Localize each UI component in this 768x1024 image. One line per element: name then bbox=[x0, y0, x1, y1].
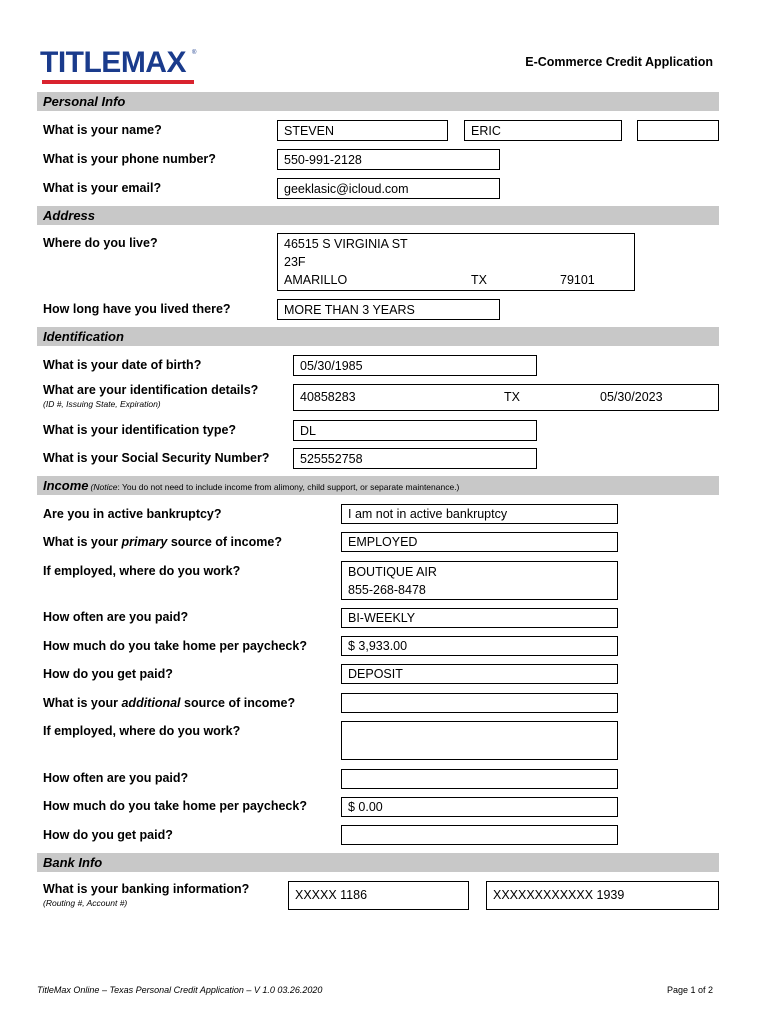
section-income: Income (Notice: You do not need to include income from alimony, child support, or separate maintenance.) bbox=[37, 476, 719, 495]
document-title: E-Commerce Credit Application bbox=[525, 55, 713, 69]
employer-phone-value: 855-268-8478 bbox=[348, 583, 426, 597]
section-identification: Identification bbox=[37, 327, 719, 346]
ssn-field[interactable]: 525552758 bbox=[293, 448, 537, 469]
bankruptcy-field[interactable]: I am not in active bankruptcy bbox=[341, 504, 618, 524]
address-field[interactable] bbox=[277, 233, 635, 291]
additional-income-label: What is your additional source of income? bbox=[43, 696, 296, 710]
pay-method-label: How do you get paid? bbox=[43, 667, 173, 681]
employer-field[interactable] bbox=[341, 561, 618, 600]
pay-method-field[interactable]: DEPOSIT bbox=[341, 664, 618, 684]
paycheck-label: How much do you take home per paycheck? bbox=[43, 639, 307, 653]
id-state-value: TX bbox=[504, 390, 520, 404]
dob-field[interactable]: 05/30/1985 bbox=[293, 355, 537, 376]
pay-frequency2-field[interactable] bbox=[341, 769, 618, 789]
state-value: TX bbox=[471, 273, 487, 287]
routing-number-field[interactable]: XXXXX 1186 bbox=[288, 881, 469, 910]
pay-frequency-label: How often are you paid? bbox=[43, 610, 189, 624]
paycheck-field[interactable]: $ 3,933.00 bbox=[341, 636, 618, 656]
phone-field[interactable]: 550-991-2128 bbox=[277, 149, 500, 170]
pay-method2-field[interactable] bbox=[341, 825, 618, 845]
primary-income-label: What is your primary source of income? bbox=[43, 535, 282, 549]
street-value: 46515 S VIRGINIA ST bbox=[284, 237, 408, 251]
section-personal-info: Personal Info bbox=[37, 92, 719, 111]
paycheck2-label: How much do you take home per paycheck? bbox=[43, 799, 307, 813]
employer-name-value: BOUTIQUE AIR bbox=[348, 565, 437, 579]
id-type-label: What is your identification type? bbox=[43, 423, 237, 437]
phone-label: What is your phone number? bbox=[43, 152, 216, 166]
live-label: Where do you live? bbox=[43, 236, 158, 250]
bank-label: What is your banking information? bbox=[43, 882, 250, 896]
dob-label: What is your date of birth? bbox=[43, 358, 202, 372]
email-field[interactable]: geeklasic@icloud.com bbox=[277, 178, 500, 199]
logo-underline bbox=[42, 80, 194, 84]
middle-name-field[interactable]: ERIC bbox=[464, 120, 622, 141]
city-value: AMARILLO bbox=[284, 273, 348, 287]
id-number-value: 40858283 bbox=[300, 390, 356, 404]
logo-text: TITLEMAX bbox=[40, 46, 186, 79]
additional-income-field[interactable] bbox=[341, 693, 618, 713]
income-notice: (Notice: You do not need to include income from alimony, child support, or separate maintenance.) bbox=[90, 482, 460, 492]
footer-page-number: Page 1 of 2 bbox=[666, 985, 713, 995]
name-label: What is your name? bbox=[43, 123, 162, 137]
employer2-field[interactable] bbox=[341, 721, 618, 760]
first-name-field[interactable]: STEVEN bbox=[277, 120, 448, 141]
id-details-sublabel: (ID #, Issuing State, Expiration) bbox=[43, 399, 161, 409]
email-label: What is your email? bbox=[43, 181, 162, 195]
account-number-field[interactable]: XXXXXXXXXXXX 1939 bbox=[486, 881, 719, 910]
section-address: Address bbox=[37, 206, 719, 225]
primary-income-field[interactable]: EMPLOYED bbox=[341, 532, 618, 552]
footer-version: TitleMax Online – Texas Personal Credit Application – V 1.0 03.26.2020 bbox=[37, 985, 323, 995]
pay-frequency-field[interactable]: BI-WEEKLY bbox=[341, 608, 618, 628]
section-bank-info: Bank Info bbox=[37, 853, 719, 872]
paycheck2-field[interactable]: $ 0.00 bbox=[341, 797, 618, 817]
id-details-field[interactable] bbox=[293, 384, 719, 411]
bank-sublabel: (Routing #, Account #) bbox=[43, 898, 128, 908]
bankruptcy-label: Are you in active bankruptcy? bbox=[43, 507, 222, 521]
pay-frequency2-label: How often are you paid? bbox=[43, 771, 189, 785]
employer2-label: If employed, where do you work? bbox=[43, 724, 241, 738]
unit-value: 23F bbox=[284, 255, 306, 269]
logo-trademark: ® bbox=[192, 50, 197, 56]
titlemax-logo bbox=[40, 46, 196, 86]
id-type-field[interactable]: DL bbox=[293, 420, 537, 441]
id-expiration-value: 05/30/2023 bbox=[600, 390, 663, 404]
ssn-label: What is your Social Security Number? bbox=[43, 451, 270, 465]
duration-label: How long have you lived there? bbox=[43, 302, 231, 316]
residence-duration-field[interactable]: MORE THAN 3 YEARS bbox=[277, 299, 500, 320]
last-name-field[interactable] bbox=[637, 120, 719, 141]
id-details-label: What are your identification details? bbox=[43, 383, 259, 397]
pay-method2-label: How do you get paid? bbox=[43, 828, 173, 842]
employer-label: If employed, where do you work? bbox=[43, 564, 241, 578]
zip-value: 79101 bbox=[560, 273, 595, 287]
